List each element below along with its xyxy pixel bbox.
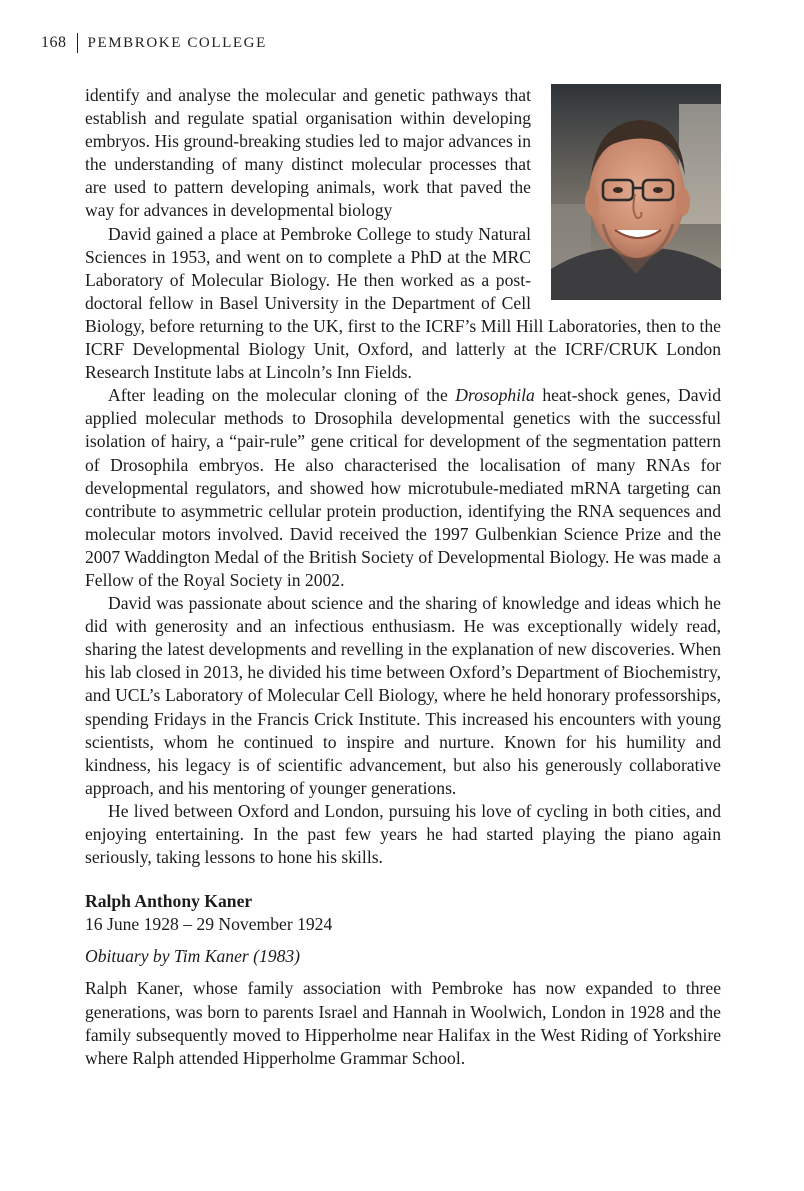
- paragraph-1: identify and analyse the molecular and genetic pathways that establish and regulate spatial organisation within developing embryos. His ground-breaking studies led to major advances in the understanding of many distinct molecular processes that are used to pattern developing animals, work that paved the way for advances in developmental biology: [85, 85, 531, 221]
- paragraph-3-start: After leading on the molecular cloning of the: [108, 385, 456, 406]
- paragraph-3-rest: heat-shock genes, David applied molecular methods to Drosophila developmental genetics with the successful isolation of hairy, a “pair-rule” gene critical for development of the segmentation pattern of Drosophila embryos. He also characterised the localisation of many RNAs for developmental regulators, and showed how microtubule-mediated mRNA targeting can contribute to asymmetric cellular protein production, identifying the RNA sequences and molecular motors involved. David received the 1997 Gulbenkian Science Prize and the 2007 Waddington Medal of the British Society of Developmental Biology. He was made a Fellow of the Royal Society in 2002.: [85, 385, 721, 590]
- paragraph-2: David gained a place at Pembroke College to study Natural Sciences in 1953, and went on to complete a PhD at the MRC Laboratory of Molecular Biology. He then worked as a post-doctoral fellow in Basel University in the Department of Cell Biology, before returning to the UK, first to the ICRF’s Mill Hill Laboratories, then to the ICRF Developmental Biology Unit, Oxford, and latterly at the ICRF/CRUK London Research Institute labs at Lincoln’s Inn Fields.: [85, 223, 721, 383]
- paragraph-3: [85, 384, 721, 592]
- obituary-byline: Obituary by Tim Kaner (1983): [85, 946, 301, 967]
- obituary-body: Ralph Kaner, whose family association with Pembroke has now expanded to three generations, was born to parents Israel and Hannah in Woolwich, London in 1928 and the family subsequently moved to Hipperholme near Halifax in the West Riding of Yorkshire where Ralph attended Hipperholme Grammar School.: [85, 978, 721, 1068]
- article-body: [85, 84, 721, 1070]
- page-number: 168: [41, 34, 67, 51]
- header-divider: [77, 33, 78, 53]
- running-header: [41, 30, 267, 56]
- obituary-dates: 16 June 1928 – 29 November 1924: [85, 914, 333, 935]
- portrait-photo-icon: [551, 84, 721, 300]
- paragraph-3-italic: Drosophila: [455, 385, 535, 406]
- obituary-name: Ralph Anthony Kaner: [85, 891, 253, 912]
- paragraph-4: David was passionate about science and the sharing of knowledge and ideas which he did with generosity and an infectious enthusiasm. He was exceptionally widely read, sharing the latest developments and revelling in the explanation of new discoveries. When his lab closed in 2013, he divided his time between Oxford’s Department of Biochemistry, and UCL’s Laboratory of Molecular Cell Biology, where he held honorary professorships, spending Fridays in the Francis Crick Institute. This increased his encounters with young scientists, whom he continued to inspire and nurture. Known for his humility and kindness, his legacy is of scientific advancement, but also his generously collaborative approach, and his mentoring of younger generations.: [85, 593, 721, 798]
- paragraph-5: He lived between Oxford and London, pursuing his love of cycling in both cities, and enjoying entertaining. In the past few years he had started playing the piano again seriously, taking lessons to hone his skills.: [85, 800, 721, 868]
- running-title: PEMBROKE COLLEGE: [87, 34, 267, 51]
